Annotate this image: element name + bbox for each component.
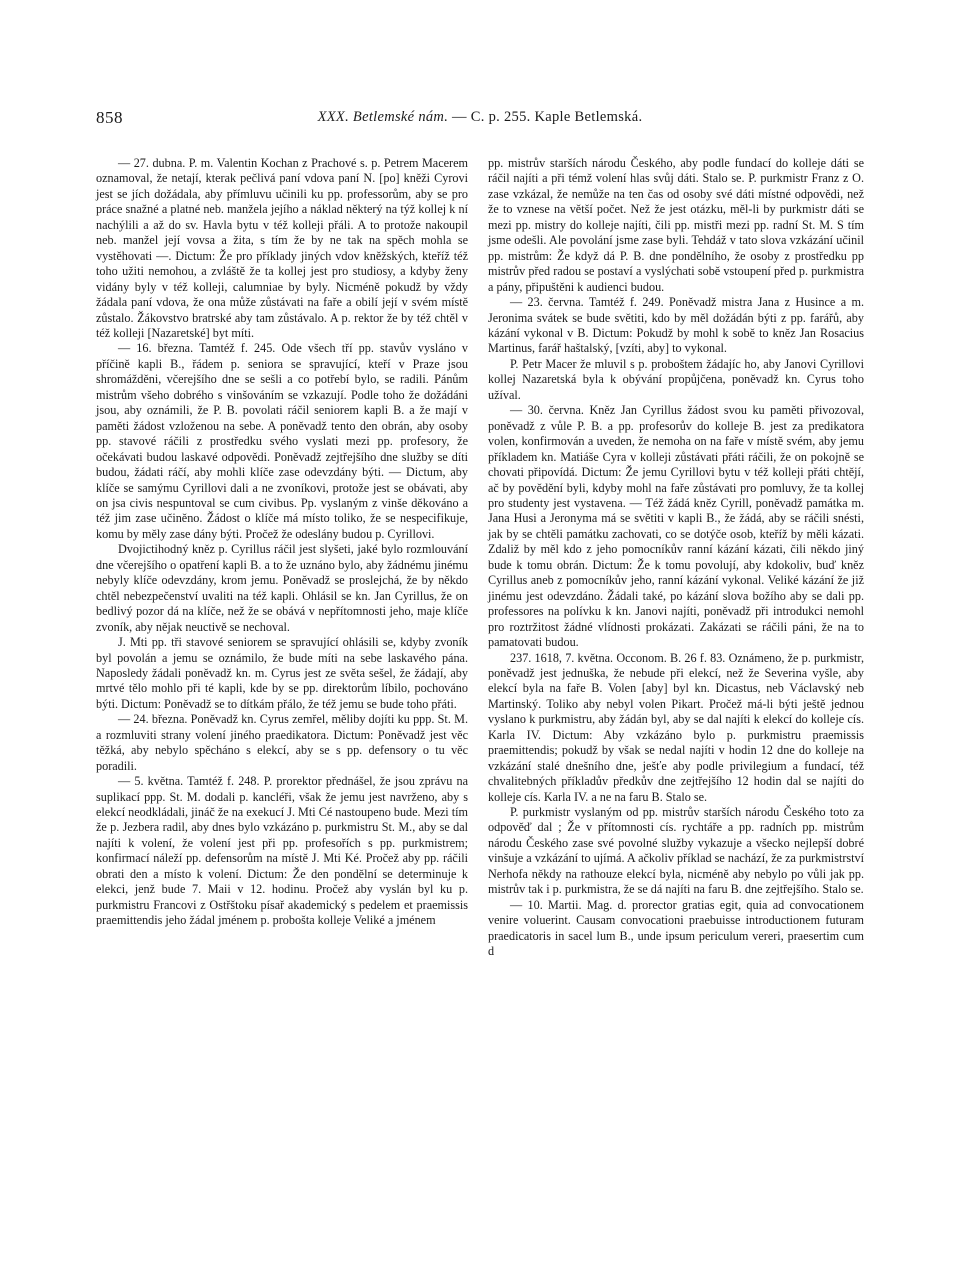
left-text-column	[96, 156, 468, 929]
paragraph: — 23. června. Tamtéž f. 249. Poněvadž mistra Jana z Husince a m. Jeronima svátek se bude světiti, kdo by měl dožádán býti z pp. farářů, aby kázání vykonal v B. Dictum: Pokudž by mohl k sobě to kněz Jan Rosacius Martinus, farář haštalský, [vzíti, aby] to vykonal.	[488, 295, 864, 356]
paragraph: P. purkmistr vyslaným od pp. mistrův starších národu Českého toto za odpověď dal ; Že v přítomnosti cís. rychtáře a pp. radních pp. mistrům národu Českého zase své povolné služby vykazuje a všecko nejlepší dobré vinšuje a vzkázání to ujímá. A ačkoliv příklad se nachází, že za purkmistrství Nerhofa někdy na rathouze elekcí byla, nicméně aby nebylo po vůli jak pp. mistrův tak i p. purkmistra, že se dá najíti na faru B. dne zejtřejšího. Stalo se.	[488, 805, 864, 897]
paragraph: 237. 1618, 7. května. Occonom. B. 26 f. 83. Oznámeno, že p. purkmistr, poněvadž jest jednuška, že nebude při elekcí, než že Severina vyšle, aby elekcí byla na faře B. Volen [aby] byl kn. Dicastus, neb Václavský neb Martinský. Toliko aby nebyl volen Pikart. Pročež má-li býti ještě jednou vyslano k purkmistru, aby žádán byl, aby se dal najíti k elekcí do kolleje cís. Karla IV. Dictum: Aby vzkázáno bylo p. purkmistru praemissis praemittendis; pokudž by však se nedal najíti v hodin 12 dne do kolleje na vzkázání stalé dnešního dne, ješťe aby podle privilegium a fundací, též chvalitebných příkladův předkův dne zejtřejšího 12 hodin dal se najíti do kolleje cís. Karla IV. a ne na faru B. Stalo se.	[488, 650, 864, 804]
paragraph: — 30. června. Kněz Jan Cyrillus žádost svou ku paměti přivozoval, poněvadž z vůle P. B. a pp. profesorův do kolleje B. jest za predikatora volen, konfirmován a uveden, že nemoha on na faře v místě svém, aby jemu příkladem kn. Matiáše Cyra v kolleji zůstávati přáti ráčili, že on pokojně se chovati připovídá. Dictum: Že jemu Cyrillovi bytu v též kolleji přáti chtějí, ač by povědění byli, kdyby mohl na faře zůstávati pro pomluvy, že ta kollej pro studenty jest vystavena. — Též žádá kněz Cyrill, poněvadž památka m. Jana Husi a Jeronyma má se světiti v kapli B., že žádá, aby se ráčili snésti, jak by se chtěli památku zachovati, co se dotýče osob, kteříž by měli kázati. Zdaliž by měl kdo z jeho pomocníkův ranní kázání kázati, čili někdo jiný bude k tomu obrán. Dictum: Že k tomu povolují, aby kdokoliv, buď kněz Cyrillus aneb z pomocníkův jeho, ranní kázání vykonal. Veliké kázání že již jinému jest odevzdáno. Žádali také, po kázání slova božího aby se dali pp. professores na polívku k kn. Janovi najíti, poněvadž při introdukci nemohl pro roztržitost žádné vlídnosti prokázati. Zakázati se ráčili páni, že na to pamatovati budou.	[488, 403, 864, 650]
page-number: 858	[96, 108, 123, 127]
paragraph: — 5. května. Tamtéž f. 248. P. prorektor přednášel, že jsou zprávu na suplikací ppp. St. M. dodali p. kancléři, však že jemu jest navrženo, aby s elekcí neodkládali, jináč že na exekucí J. Mti Cé nastoupeno bude. Mezi tím že p. Jezbera radil, aby dnes bylo vzkázáno p. purkmistru St. M., aby se dal najíti k volení, že volení jest při pp. profesořích s pp. purkmistrem; konfirmací náleží pp. defensorům na místě J. Mti Ké. Pročež aby pp. ráčili obrati den a místo k volení. Dictum: Že den pondělní se determinuje k elekci, jenž bude 7. Maii v 12. hodinu. Pročež aby vyslán byl ku p. purkmistru Francovi z Ostřštoku písař akademický s pedelem et praemissis praemittendis jeho žádal jménem p. probošta kolleje Veliké a jménem	[96, 774, 468, 928]
paragraph: P. Petr Macer že mluvil s p. proboštem žádajíc ho, aby Janovi Cyrillovi kollej Nazaretská byla k obývání propůjčena, poněvadž kn. Cyrus toho užíval.	[488, 356, 864, 402]
paragraph: pp. mistrův starších národu Českého, aby podle fundací do kolleje dáti se ráčil najíti a při témž volení hlas svůj dáti. Stalo se. P. purkmistr Franz z O. zase vzkázal, že nemůže na ten čas od osoby své dáti místné odpovědi, než že to vznese na větší počet. Než že jest otázku, měl-li by purkmistr dáti se mezi pp. mistry do kolleje najíti, čili pp. mistři mezi pp. radní St. M. S tím jsme odešli. Ale povolání jsme zase byli. Tehdáž v tato slova vzkázání učinil pp. mistrům: Že když dá P. B. dne pondělního, že osoby z prostředku pp mistrův před radou se postaví a vyslýchati sobě vstoupení před p. purkmistra a pány, připuštěni k audienci budou.	[488, 156, 864, 294]
paragraph: — 10. Martii. Mag. d. prorector gratias egit, quia ad convocationem venire voluerint. Causam convocationi praebuisse introductionem futuram praedicatoris in sacel lum B., unde ipsum periculum vereri, praesertim cum d	[488, 897, 864, 959]
paragraph: J. Mti pp. tři stavové seniorem se spravující ohlásili se, kdyby zvoník byl povolán a jemu se oznámilo, že bude míti na sebe laskavého pána. Naposledy žádali poněvadž kn. m. Cyrus jest ze světa sešel, že žádají, aby mrtvé tělo mohlo při té kapli, kde by se pp. direktorům líbilo, pochováno býti. Dictum: Poněvadž se to dítkám přálo, že též jemu se bude toho přáti.	[96, 635, 468, 711]
paragraph: — 16. března. Tamtéž f. 245. Ode všech tří pp. stavův vysláno v příčině kapli B., řádem p. seniora se spravující, kteří v Praze jsou shromážděni, včerejšího dne se sešli a co potřebí bylo, se radili. Pánům mistrům všeho dobrého s vinšováním se vzkazují. Podle toho že dožádáni jsou, aby oznámili, že P. B. povolati ráčil seniorem kapli B. a že mají v paměti žádost vzloženou na sebe. A poněvadž tento den obrán, aby osoby pp. stavové ráčili z prostředku svého vyslati mezi pp. profesory, že očekávati budou laskavé odpovědi. Poněvadž zejtřejšího dne služby se díti budou, žádati ráčí, aby mohli klíče zase odevzdány býti. — Dictum, aby klíče se samýmu Cyrillovi dali a ne zvoníkovi, protože jest se obávati, aby on jsa civis nespuntoval se cum civibus. Pp. vyslaným z vinše děkováno a též jim zase učiněno. Žádost o klíče má místo toliko, že se nespecifikuje, komu by měly zase dány býti. Pročež že odeslány budou p. Cyrillovi.	[96, 341, 468, 541]
paragraph: Dvojictihodný kněz p. Cyrillus ráčil jest slyšeti, jaké bylo rozmlouvání dne včerejšího o opatření kapli B. a to že uznáno bylo, aby žádnému jinému nebyly klíče odevzdány, krom jemu. Poněvadž se proslejchá, že by někdo chtěl nebezpečenství uvaliti na též kapli. Ohlásil se kn. Jan Cyrillus, že on bedlivý pozor dá na klíče, než že se obává v nepřítomnosti jeho, maje klíče zvoník, aby nějak neuctivě se nechoval.	[96, 542, 468, 634]
paragraph: — 27. dubna. P. m. Valentin Kochan z Prachové s. p. Petrem Macerem oznamoval, že netají, kterak pečlivá paní vdova paní N. [po] kněži Cyrovi jest se jích dožádala, aby přímluvu učinili ku pp. professorům, aby se pro práce snažné a platné neb. manžela jejího a náklad některý na týž kollej k ní nachýlili a až do sv. Havla bytu v též kolleji přáli. A to protože nakoupil neb. manžel její vovsa a žita, s tím že by ne tak na spěch mohla se vystěhovati —. Dictum: Že pro příklady jiných vdov kněžských, kteříž též toho užiti nemohou, a zvláště že ta kollej jest pro studiosy, a kdyby ženy vidány byly v též kolleji, calumniae by byly. Nicméně pokudž by vždy žádala paní vdova, že ona může zůstávati na faře a obilí její v svém místě zůstalo. Žákovstvo bratrské aby tam zůstávalo. A p. rektor že by též chtěl v též kolleji [Nazaretské] byt míti.	[96, 156, 468, 340]
page-header	[96, 108, 864, 132]
right-text-column	[488, 156, 864, 960]
running-title-subject: — C. p. 255. Kaple Betlemská.	[448, 109, 643, 125]
running-title	[96, 109, 864, 126]
paragraph: — 24. března. Poněvadž kn. Cyrus zemřel, měliby dojíti ku ppp. St. M. a rozmluviti strany volení jiného praedikatora. Dictum: Poněvadž jest věc těžká, aby nebylo spěcháno s elekcí, aby se s pp. defensory o tu věc poradili.	[96, 712, 468, 773]
running-title-section: XXX. Betlemské nám.	[317, 109, 449, 125]
